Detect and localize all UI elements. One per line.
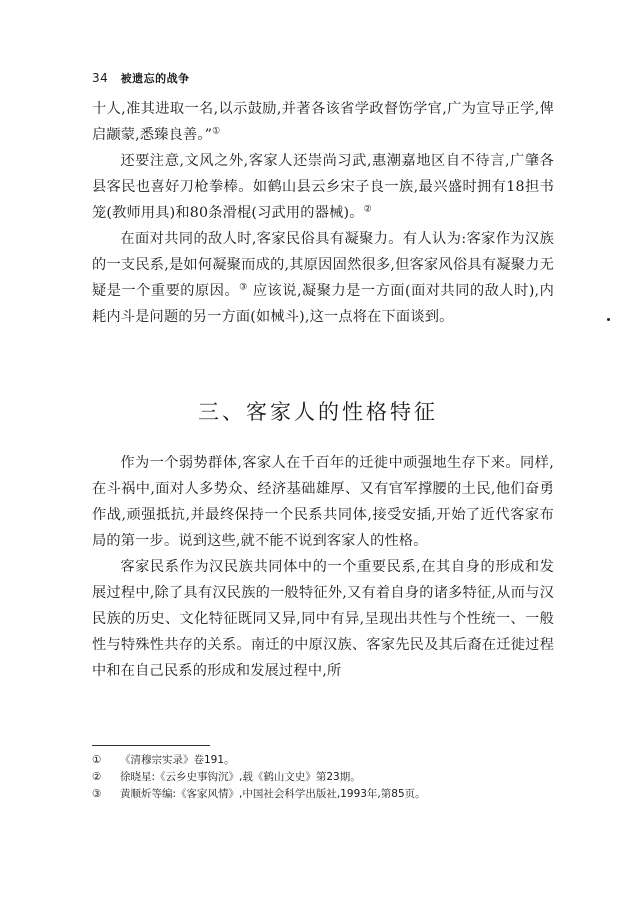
paragraph-1: 十人,准其进取一名,以示鼓励,并著各该省学政督饬学官,广为宣导正学,俾启颛蒙,悉臻良善。”① xyxy=(92,101,554,143)
running-header xyxy=(92,70,190,86)
footnote-mark: ③ xyxy=(92,788,102,800)
paragraph-4: 作为一个弱势群体,客家人在千百年的迁徙中顽强地生存下来。同样,在斗祸中,面对人多势众、经济基础雄厚、又有官军撑腰的土民,他们奋勇作战,顽强抵抗,并最终保持一个民系共同体,接受安插,开始了近代客家布局的第一步。说到这些,就不能不说到客家人的性格。 xyxy=(92,455,554,549)
footnote-1 xyxy=(92,752,562,769)
footnotes xyxy=(92,752,562,803)
footnote-text: 徐晓星:《云乡史事钩沉》,载《鹤山文史》第23期。 xyxy=(120,771,361,783)
footnote-2 xyxy=(92,769,562,786)
footnote-text: 黄顺炘等编:《客家风情》,中国社会科学出版社,1993年,第85页。 xyxy=(120,788,426,800)
running-title: 被遗忘的战争 xyxy=(120,72,190,85)
scan-speck xyxy=(607,318,610,321)
footnote-mark: ② xyxy=(92,771,102,783)
footnote-ref-2[interactable]: ② xyxy=(363,204,372,215)
paragraph-5: 客家民系作为汉民族共同体中的一个重要民系,在其自身的形成和发展过程中,除了具有汉民族的一般特征外,又有着自身的诸多特征,从而与汉民族的历史、文化特征既同又异,同中有异,呈现出共性与个性统一、一般性与特殊性共存的关系。南迁的中原汉族、客家先民及其后裔在迁徙过程中和在自己民系的形成和发展过程中,所 xyxy=(92,559,554,679)
footnote-mark: ① xyxy=(92,754,102,766)
footnote-3 xyxy=(92,786,562,803)
paragraph-2: 还要注意,文风之外,客家人还崇尚习武,惠潮嘉地区自不待言,广肇各县客民也喜好刀枪拳棒。如鹤山县云乡宋子良一族,最兴盛时拥有18担书笼(教师用具)和80条滑棍(习武用的器械)。② xyxy=(92,153,554,221)
footnote-ref-1[interactable]: ① xyxy=(212,126,221,137)
paragraph-3: 在面对共同的敌人时,客家民俗具有凝聚力。有人认为:客家作为汉族的一支民系,是如何凝聚而成的,其原因固然很多,但客家风俗具有凝聚力无疑是一个重要的原因。③ 应该说,凝聚力是一方面(面对共同的敌人时),内耗内斗是问题的另一方面(如械斗),这一点将在下面谈到。 xyxy=(92,231,554,325)
page-number: 34 xyxy=(92,71,109,85)
body-text-bottom xyxy=(92,450,554,684)
footnote-text: 《清穆宗实录》卷191。 xyxy=(120,754,235,766)
section-heading: 三、客家人的性格特征 xyxy=(198,400,438,424)
footnote-ref-3[interactable]: ③ xyxy=(239,282,248,293)
footnote-divider xyxy=(92,745,210,746)
body-text-top xyxy=(92,96,554,330)
